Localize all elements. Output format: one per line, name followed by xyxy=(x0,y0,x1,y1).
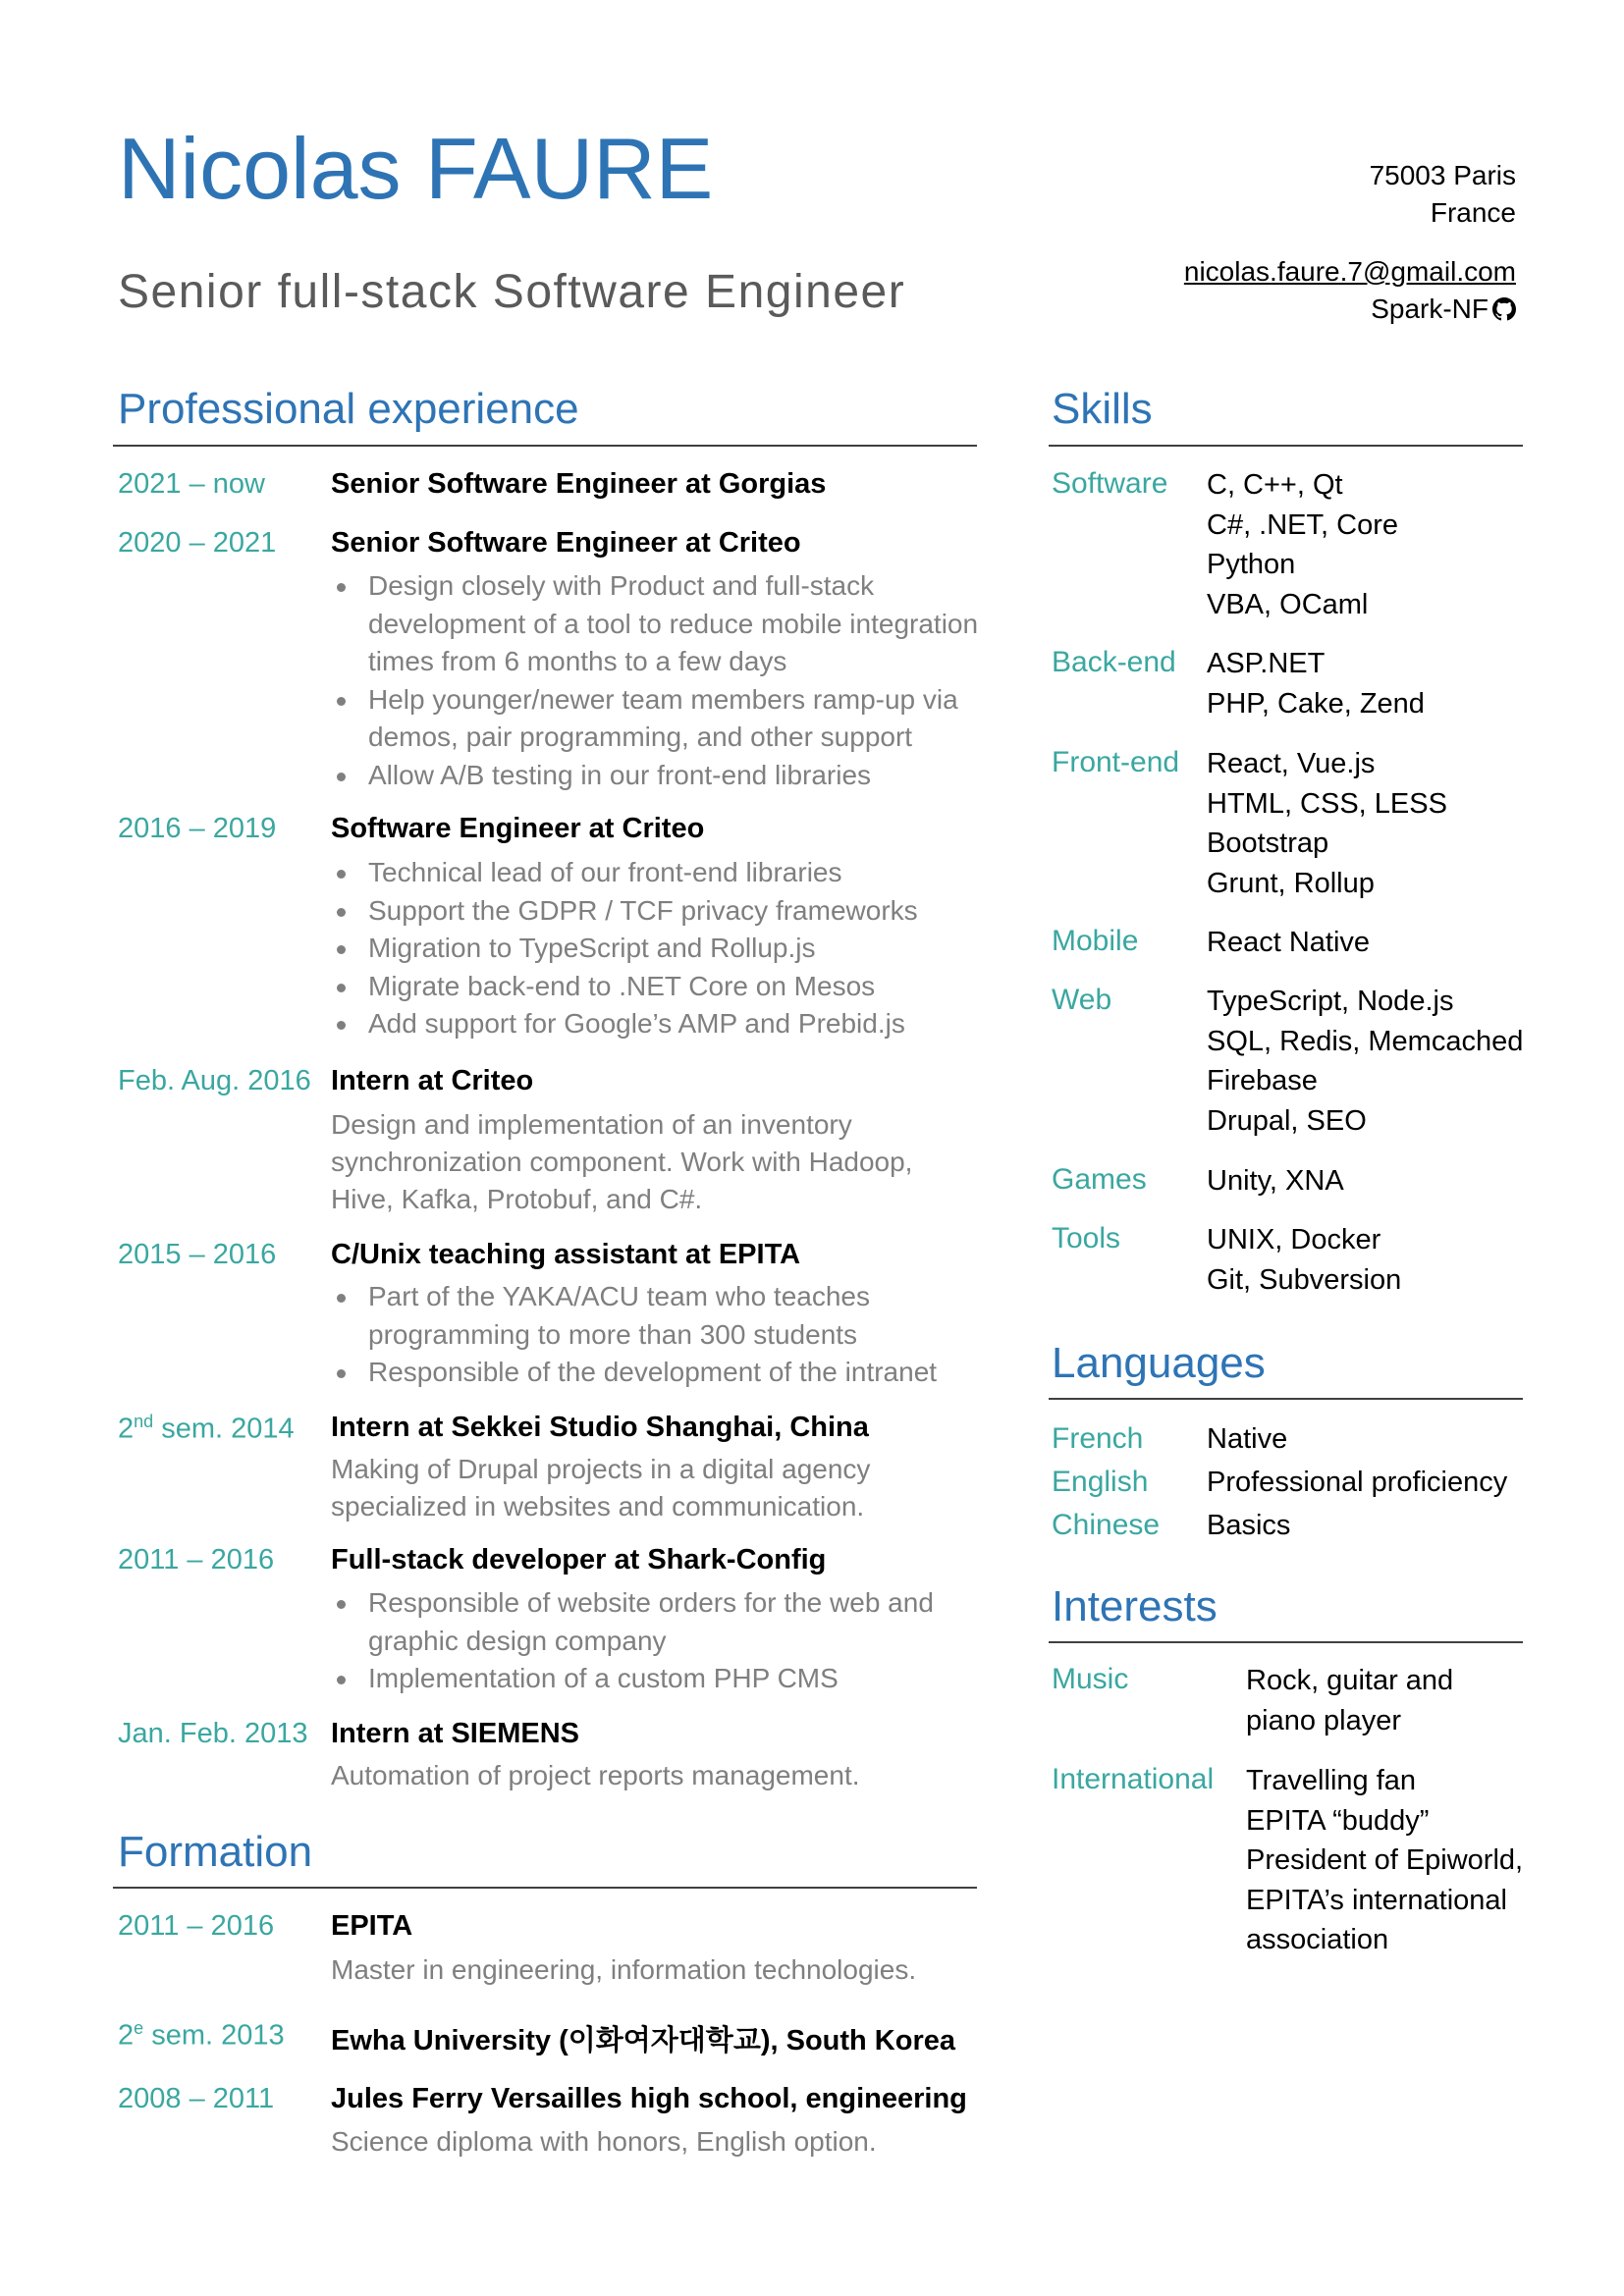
entry-date: Feb. Aug. 2016 xyxy=(118,1065,311,1096)
skill-item: React Native xyxy=(1207,927,1371,958)
section-divider xyxy=(113,445,977,447)
skill-category: Games xyxy=(1052,1163,1147,1196)
skill-values xyxy=(1207,644,1425,723)
interest-item: Travelling fan xyxy=(1246,1765,1417,1796)
skill-item: UNIX, Docker xyxy=(1207,1224,1381,1255)
list-item: Responsible of the development of the intranet xyxy=(331,1354,989,1392)
entry-title: Intern at Criteo xyxy=(331,1065,534,1096)
bullet-list xyxy=(331,567,989,794)
skill-item: Git, Subversion xyxy=(1207,1263,1402,1296)
candidate-name: Nicolas FAURE xyxy=(118,120,714,217)
entry-date: Jan. Feb. 2013 xyxy=(118,1718,308,1749)
skill-item: C#, .NET, Core xyxy=(1207,508,1398,541)
skill-item: Grunt, Rollup xyxy=(1207,867,1375,899)
bullet-list xyxy=(331,854,989,1043)
language-level: Professional proficiency xyxy=(1207,1467,1508,1498)
skill-category: Tools xyxy=(1052,1222,1121,1255)
skill-category: Mobile xyxy=(1052,925,1139,957)
skill-values xyxy=(1207,982,1523,1141)
skill-item: React, Vue.js xyxy=(1207,748,1376,779)
skill-item: Python xyxy=(1207,549,1296,580)
entry-date: 2nd sem. 2014 xyxy=(118,1412,295,1445)
section-divider xyxy=(1049,1398,1523,1400)
entry-title: Senior Software Engineer at Criteo xyxy=(331,527,801,559)
entry-title: Jules Ferry Versailles high school, engineering xyxy=(331,2083,967,2114)
entry-date: 2021 – now xyxy=(118,468,265,500)
list-item: Add support for Google’s AMP and Prebid.js xyxy=(331,1005,989,1043)
section-title-skills: Skills xyxy=(1052,385,1153,433)
list-item: Technical lead of our front-end libraries xyxy=(331,854,989,892)
github-row[interactable] xyxy=(1184,291,1516,328)
bullet-list xyxy=(331,1584,989,1698)
skill-item: Unity, XNA xyxy=(1207,1165,1344,1197)
list-item: Allow A/B testing in our front-end libraries xyxy=(331,757,989,795)
skill-item: Drupal, SEO xyxy=(1207,1104,1367,1137)
entry-title: C/Unix teaching assistant at EPITA xyxy=(331,1239,801,1270)
skill-item: C, C++, Qt xyxy=(1207,469,1343,501)
section-divider xyxy=(113,1887,977,1889)
interest-item: Rock, guitar and xyxy=(1246,1665,1454,1696)
address-line-2: France xyxy=(1430,197,1516,228)
address-line-1: 75003 Paris xyxy=(1369,160,1516,190)
entry-title: Senior Software Engineer at Gorgias xyxy=(331,468,827,500)
section-title-experience: Professional experience xyxy=(118,385,579,433)
section-title-languages: Languages xyxy=(1052,1339,1266,1387)
entry-title: Software Engineer at Criteo xyxy=(331,813,705,844)
section-divider xyxy=(1049,1641,1523,1643)
entry-title: EPITA xyxy=(331,1910,413,1942)
list-item: Support the GDPR / TCF privacy frameworks xyxy=(331,892,989,931)
skill-item: SQL, Redis, Memcached xyxy=(1207,1025,1524,1057)
language-level: Native xyxy=(1207,1423,1288,1455)
entry-description: Design and implementation of an inventory synchronization component. Work with Hadoop, Hive, Kafka, Protobuf, and C#. xyxy=(331,1109,913,1214)
list-item: Design closely with Product and full-stack development of a tool to reduce mobile integration times from 6 months to a few days xyxy=(331,567,989,681)
skill-category: Back-end xyxy=(1052,646,1176,678)
bullet-list xyxy=(331,1278,989,1392)
skill-values xyxy=(1207,744,1447,903)
interest-values xyxy=(1246,1761,1523,1960)
interest-item: association xyxy=(1246,1924,1389,1955)
github-icon[interactable] xyxy=(1492,297,1516,321)
entry-description: Science diploma with honors, English option. xyxy=(331,2126,877,2157)
skill-item: Firebase xyxy=(1207,1065,1318,1096)
entry-date: 2008 – 2011 xyxy=(118,2083,275,2114)
section-divider xyxy=(1049,445,1523,447)
language-level: Basics xyxy=(1207,1510,1291,1541)
entry-title: Ewha University (이화여자대학교), South Korea xyxy=(331,2025,956,2056)
language-list xyxy=(1052,1417,1160,1547)
skill-category: Front-end xyxy=(1052,746,1180,778)
contact-block xyxy=(1184,157,1516,328)
language-name: English xyxy=(1052,1466,1149,1498)
interest-category: International xyxy=(1052,1763,1215,1795)
language-levels xyxy=(1207,1417,1507,1547)
interest-category: Music xyxy=(1052,1663,1129,1695)
list-item: Responsible of website orders for the web and graphic design company xyxy=(331,1584,989,1660)
section-title-formation: Formation xyxy=(118,1828,313,1876)
job-title: Senior full-stack Software Engineer xyxy=(118,266,906,318)
entry-date: 2e sem. 2013 xyxy=(118,2018,285,2052)
language-name: French xyxy=(1052,1422,1144,1455)
interest-item: EPITA’s international xyxy=(1246,1884,1507,1916)
list-item: Part of the YAKA/ACU team who teaches programming to more than 300 students xyxy=(331,1278,989,1354)
entry-description: Master in engineering, information technologies. xyxy=(331,1954,917,1985)
skill-item: TypeScript, Node.js xyxy=(1207,986,1454,1017)
language-name: Chinese xyxy=(1052,1509,1161,1541)
entry-description: Making of Drupal projects in a digital agency specialized in websites and communication. xyxy=(331,1454,871,1522)
entry-description: Automation of project reports management. xyxy=(331,1760,860,1790)
skill-item: HTML, CSS, LESS xyxy=(1207,787,1447,820)
skill-values xyxy=(1207,465,1398,624)
skill-item: Bootstrap xyxy=(1207,828,1329,859)
list-item: Migrate back-end to .NET Core on Mesos xyxy=(331,968,989,1006)
list-item: Help younger/newer team members ramp-up via demos, pair programming, and other support xyxy=(331,681,989,757)
entry-title: Intern at SIEMENS xyxy=(331,1718,579,1749)
entry-date: 2011 – 2016 xyxy=(118,1910,275,1942)
entry-title: Intern at Sekkei Studio Shanghai, China xyxy=(331,1412,869,1443)
skill-values xyxy=(1207,1220,1401,1300)
section-title-interests: Interests xyxy=(1052,1582,1218,1630)
list-item: Implementation of a custom PHP CMS xyxy=(331,1660,989,1698)
interest-item: piano player xyxy=(1246,1704,1401,1736)
skill-item: PHP, Cake, Zend xyxy=(1207,687,1425,720)
skill-category: Web xyxy=(1052,984,1112,1016)
entry-title: Full-stack developer at Shark-Config xyxy=(331,1544,827,1575)
skill-category: Software xyxy=(1052,467,1168,500)
interest-item: President of Epiworld, xyxy=(1246,1844,1524,1876)
skill-item: ASP.NET xyxy=(1207,648,1326,679)
email-link[interactable]: nicolas.faure.7@gmail.com xyxy=(1183,256,1516,287)
entry-date: 2011 – 2016 xyxy=(118,1544,275,1575)
interest-values xyxy=(1246,1661,1453,1740)
interest-item: EPITA “buddy” xyxy=(1246,1804,1430,1837)
skill-values xyxy=(1207,1161,1344,1201)
entry-date: 2016 – 2019 xyxy=(118,813,277,844)
skill-values xyxy=(1207,923,1370,963)
github-username[interactable]: Spark-NF xyxy=(1371,294,1489,324)
list-item: Migration to TypeScript and Rollup.js xyxy=(331,930,989,968)
entry-date: 2015 – 2016 xyxy=(118,1239,277,1270)
entry-date: 2020 – 2021 xyxy=(118,527,277,559)
skill-item: VBA, OCaml xyxy=(1207,588,1369,620)
